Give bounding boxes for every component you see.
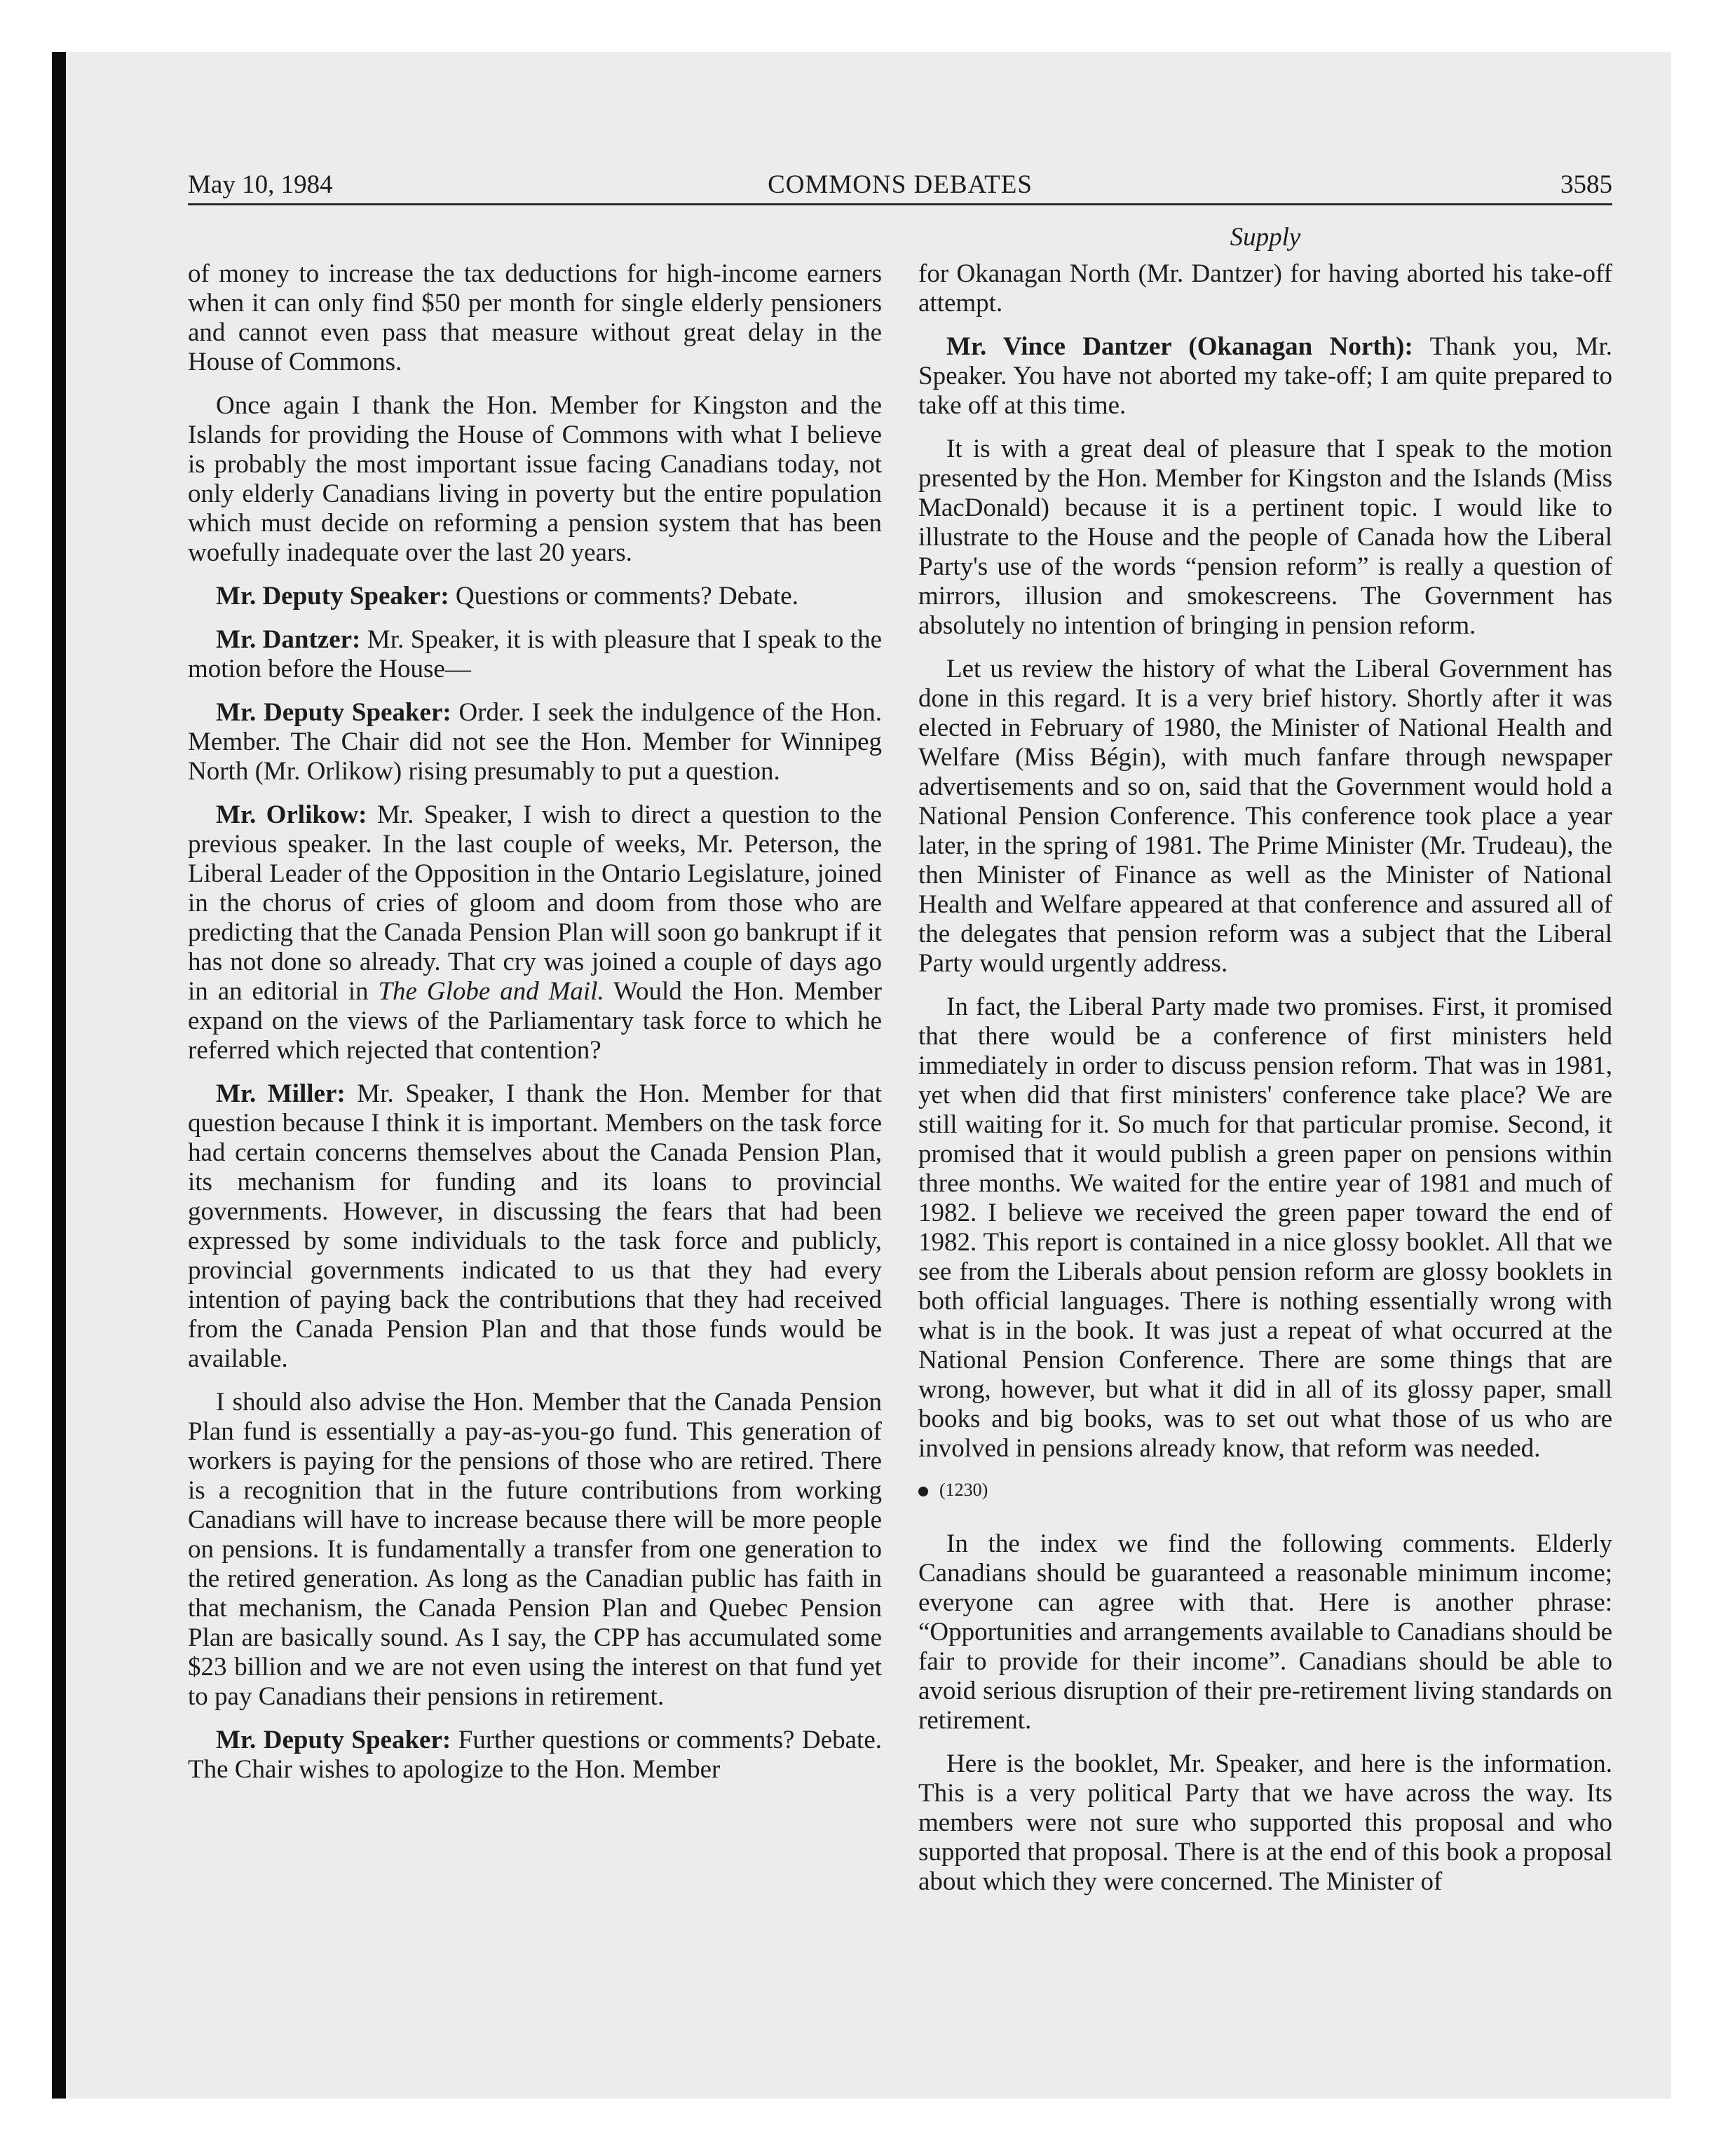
speech-text: Mr. Speaker, I wish to direct a question to the previous speaker. In the last couple of weeks, Mr. Peterson, the Liberal Leader of the Opposition in the Ontario Legislature, joined in the chorus of cries of gloom and doom from those who are predicting that the Canada Pension Plan will soon go bankrupt if it has not done so already. That cry was joined a couple of days ago in an editorial in — [188, 800, 882, 1006]
paragraph: of money to increase the tax deductions for high-income earners when it can only find $50 per month for single elderly pensioners and cannot even pass that measure without great delay in the House of Commons. — [188, 259, 882, 376]
page-number: 3585 — [1560, 170, 1612, 199]
speaker-name: Mr. Orlikow: — [216, 800, 367, 829]
speaker-name: Mr. Deputy Speaker: — [216, 1726, 451, 1754]
speaker-name: Mr. Deputy Speaker: — [216, 582, 449, 610]
paragraph — [188, 800, 882, 1065]
speech-text: Would the Hon. Member expand on the views of the Parliamentary task force to which he referred which rejected that contention? — [188, 977, 882, 1065]
speech-text: Mr. Speaker, it is with pleasure that I speak to the motion before the House— — [188, 625, 882, 683]
paragraph: It is with a great deal of pleasure that I speak to the motion presented by the Hon. Member for Kingston and the Islands (Miss MacDonald) because it is a pertinent topic. I would like to illustrate to the House and the people of Canada how the Liberal Party's use of the words “pension reform” is really a question of mirrors, illusion and smokescreens. The Government has absolutely no intention of bringing in pension reform. — [918, 435, 1612, 640]
paragraph: In the index we find the following comments. Elderly Canadians should be guaranteed a reasonable minimum income; everyone can agree with that. Here is another phrase: “Opportunities and arrangements available to Canadians should be fair to provide for their income”. Canadians should be able to avoid serious disruption of their pre-retirement living standards on retirement. — [918, 1529, 1612, 1735]
paragraph — [188, 1079, 882, 1374]
bullet-icon — [918, 1487, 928, 1496]
speaker-name: Mr. Deputy Speaker: — [216, 698, 451, 727]
paragraph — [918, 332, 1612, 421]
speaker-name: Mr. Dantzer: — [216, 625, 361, 654]
speech-text: Mr. Speaker, I thank the Hon. Member for that question because I think it is important. Members on the task force had certain concerns themselves about the Canada Pension Plan, its mechanism for funding and its loans to provincial governments. However, in discussing the fears that had been expressed by some individuals to the task force and publicly, provincial governments indicated to us that they had every intention of paying back the contributions that they had received from the Canada Pension Plan and that those funds would be available. — [188, 1079, 882, 1373]
paragraph: I should also advise the Hon. Member that the Canada Pension Plan fund is essentially a pay-as-you-go fund. This generation of workers is paying for the pensions of those who are retired. There is a recognition that in the future contributions from working Canadians will have to increase because there will be more people on pensions. It is fundamentally a transfer from one generation to the retired generation. As long as the Canadian public has faith in that mechanism, the Canada Pension Plan and Quebec Pension Plan are basically sound. As I say, the CPP has accumulated some $23 billion and we are not even using the interest on that fund yet to pay Canadians their pensions in retirement. — [188, 1388, 882, 1711]
header-title: COMMONS DEBATES — [768, 170, 1033, 199]
scan-edge — [52, 52, 66, 2099]
speech-text: Order. I seek the indulgence of the Hon. Member. The Chair did not see the Hon. Member for Winnipeg North (Mr. Orlikow) rising presumably to put a question. — [188, 698, 882, 786]
right-column — [918, 259, 1612, 1911]
paragraph: Once again I thank the Hon. Member for Kingston and the Islands for providing the House of Commons with what I believe is probably the most important issue facing Canadians today, not only elderly Canadians living in poverty but the entire population which must decide on reforming a pension system that has been woefully inadequate over the last 20 years. — [188, 391, 882, 567]
speaker-name: Mr. Miller: — [216, 1079, 346, 1108]
header-date: May 10, 1984 — [188, 170, 333, 199]
left-column — [188, 259, 882, 1799]
speech-text: Questions or comments? Debate. — [449, 582, 798, 610]
speech-text: Further questions or comments? Debate. The Chair wishes to apologize to the Hon. Member — [188, 1726, 883, 1784]
speech-text: Thank you, Mr. Speaker. You have not aborted my take-off; I am quite prepared to take off at this time. — [918, 332, 1612, 420]
time-marker — [918, 1478, 1612, 1503]
paragraph: Here is the booklet, Mr. Speaker, and here is the information. This is a very political Party that we have across the way. Its members were not sure who supported this proposal and who supported that proposal. There is at the end of this book a proposal about which they were concerned. The Minister of — [918, 1749, 1612, 1896]
paragraph — [188, 1726, 882, 1785]
paragraph: Let us review the history of what the Liberal Government has done in this regard. It is a very brief history. Shortly after it was elected in February of 1980, the Minister of National Health and Welfare (Miss Bégin), with much fanfare through newspaper advertisements and so on, said that the Government would hold a National Pension Conference. This conference took place a year later, in the spring of 1981. The Prime Minister (Mr. Trudeau), the then Minister of Finance as well as the Minister of National Health and Welfare appeared at that conference and assured all of the delegates that pension reform was a subject that the Liberal Party would urgently address. — [918, 655, 1612, 978]
paragraph — [188, 698, 882, 786]
paragraph: In fact, the Liberal Party made two promises. First, it promised that there would be a conference of first ministers held immediately in order to discuss pension reform. That was in 1981, yet when did that first ministers' conference take place? We are still waiting for it. So much for that particular promise. Second, it promised that it would publish a green paper on pensions within three months. We waited for the entire year of 1981 and much of 1982. I believe we received the green paper toward the end of 1982. This report is contained in a nice glossy booklet. All that we see from the Liberals about pension reform are glossy booklets in both official languages. There is nothing essentially wrong with what is in the book. It was just a repeat of what occurred at the National Pension Conference. There are some things that are wrong, however, but what it did in all of its glossy paper, small books and big books, was to set out what those of us who are involved in pensions already know, that reform was needed. — [918, 992, 1612, 1463]
section-heading: Supply — [1230, 223, 1301, 252]
speaker-name: Mr. Vince Dantzer (Okanagan North): — [946, 332, 1413, 361]
paragraph — [188, 582, 882, 611]
paragraph — [188, 625, 882, 684]
page-header — [188, 167, 1612, 205]
paragraph: for Okanagan North (Mr. Dantzer) for having aborted his take-off attempt. — [918, 259, 1612, 318]
publication-title: The Globe and Mail. — [378, 977, 604, 1006]
time-marker-text: (1230) — [939, 1480, 988, 1500]
